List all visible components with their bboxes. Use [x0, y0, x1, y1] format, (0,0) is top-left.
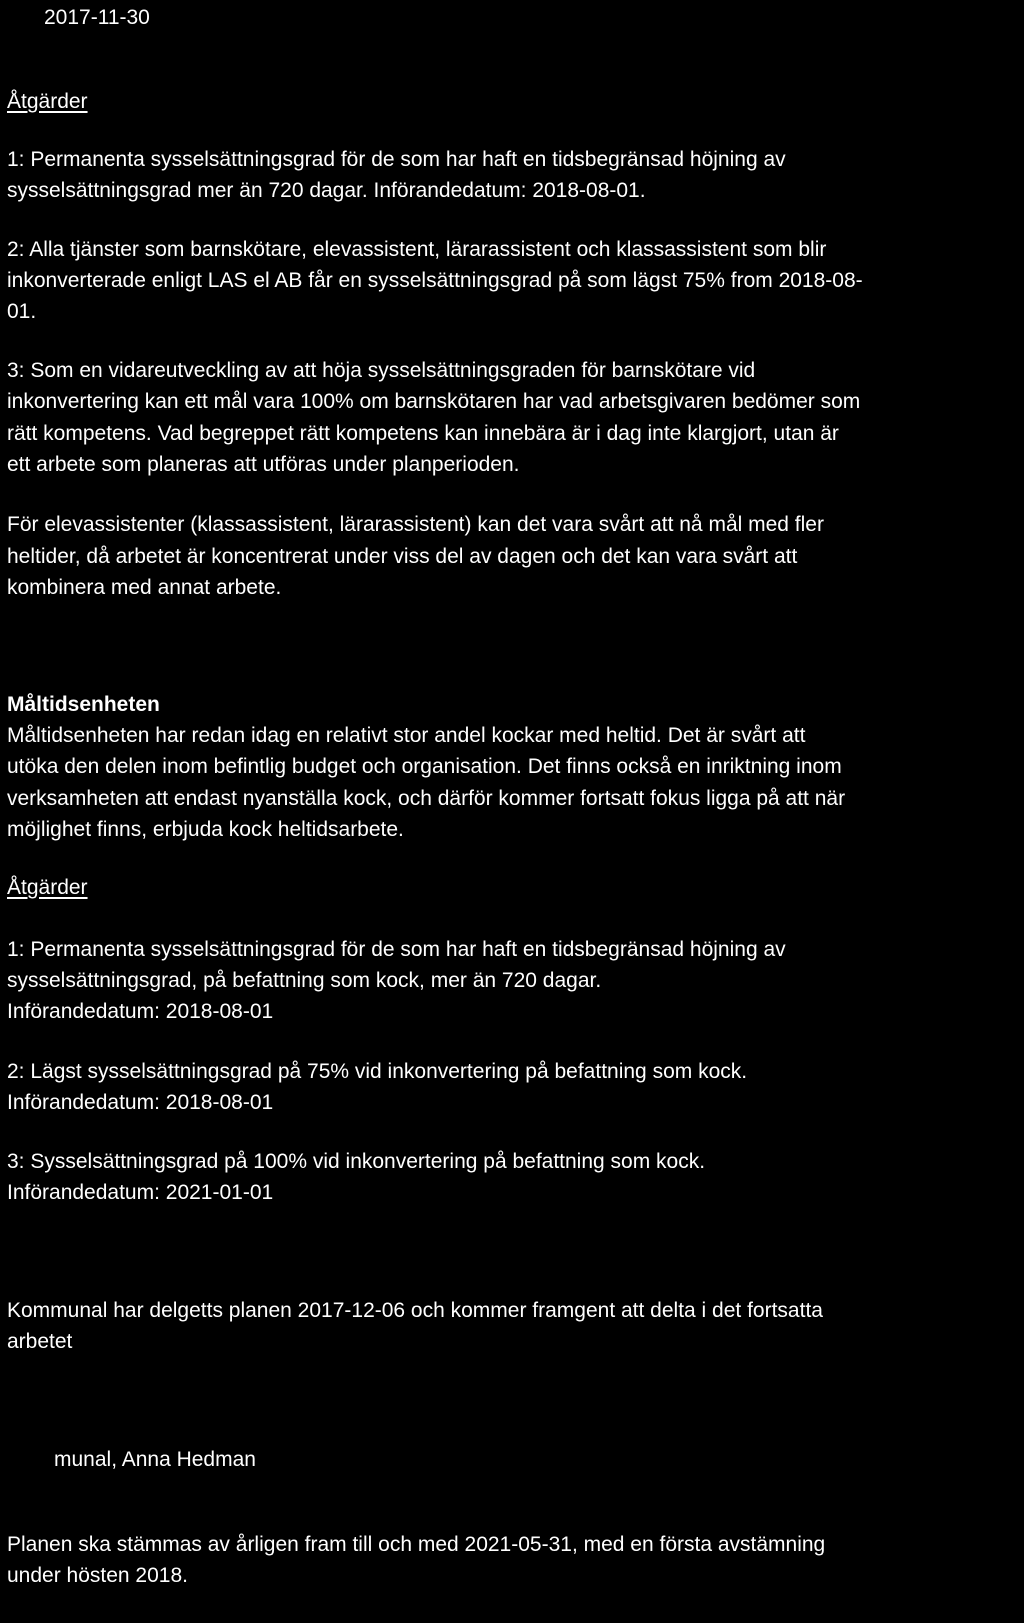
paragraph-line: 3: Som en vidareutveckling av att höja sysselsättningsgraden för barnskötare vid [7, 359, 756, 382]
paragraph-line: arbetet [7, 1330, 73, 1353]
paragraph-line: ett arbete som planeras att utföras under planperioden. [7, 453, 520, 476]
paragraph-line: möjlighet finns, erbjuda kock heltidsarbete. [7, 818, 404, 841]
paragraph-line: heltider, då arbetet är koncentrerat under viss del av dagen och det kan vara svårt att [7, 545, 798, 568]
paragraph-line: Införandedatum: 2021-01-01 [7, 1181, 274, 1204]
signature-line: munal, Anna Hedman [54, 1448, 256, 1471]
paragraph-line: 1: Permanenta sysselsättningsgrad för de som har haft en tidsbegränsad höjning av [7, 148, 786, 171]
paragraph-line: verksamheten att endast nyanställa kock, och därför kommer fortsatt fokus ligga på att när [7, 787, 846, 810]
paragraph-line: rätt kompetens. Vad begreppet rätt kompetens kan innebära är i dag inte klargjort, utan är [7, 422, 839, 445]
paragraph-line: För elevassistenter (klassassistent, lärarassistent) kan det vara svårt att nå mål med fler [7, 513, 824, 536]
paragraph-line: utöka den delen inom befintlig budget och organisation. Det finns också en inriktning inom [7, 755, 842, 778]
paragraph-line: under hösten 2018. [7, 1564, 188, 1587]
paragraph-line: inkonvertering kan ett mål vara 100% om barnskötaren har vad arbetsgivaren bedömer som [7, 390, 861, 413]
paragraph-line: Införandedatum: 2018-08-01 [7, 1091, 274, 1114]
paragraph-line: sysselsättningsgrad, på befattning som kock, mer än 720 dagar. [7, 969, 602, 992]
paragraph-line: sysselsättningsgrad mer än 720 dagar. Införandedatum: 2018-08-01. [7, 179, 646, 202]
document-date: 2017-11-30 [44, 6, 150, 29]
paragraph-line: 2: Lägst sysselsättningsgrad på 75% vid inkonvertering på befattning som kock. [7, 1060, 748, 1083]
paragraph-line: Införandedatum: 2018-08-01 [7, 1000, 274, 1023]
paragraph-line: Kommunal har delgetts planen 2017-12-06 och kommer framgent att delta i det fortsatta [7, 1299, 823, 1322]
paragraph-line: Planen ska stämmas av årligen fram till och med 2021-05-31, med en första avstämning [7, 1533, 826, 1556]
paragraph-line: 1: Permanenta sysselsättningsgrad för de som har haft en tidsbegränsad höjning av [7, 938, 786, 961]
section-heading-atgarder: Åtgärder [7, 90, 88, 113]
paragraph-line: inkonverterade enligt LAS el AB får en sysselsättningsgrad på som lägst 75% from 2018-08- [7, 269, 863, 292]
paragraph-line: 01. [7, 300, 37, 323]
paragraph-line: kombinera med annat arbete. [7, 576, 282, 599]
section-heading-atgarder: Åtgärder [7, 876, 88, 899]
paragraph-line: 3: Sysselsättningsgrad på 100% vid inkonvertering på befattning som kock. [7, 1150, 706, 1173]
paragraph-line: Måltidsenheten har redan idag en relativt stor andel kockar med heltid. Det är svårt att [7, 724, 806, 747]
section-title-maltidsenheten: Måltidsenheten [7, 693, 160, 716]
paragraph-line: 2: Alla tjänster som barnskötare, elevassistent, lärarassistent och klassassistent som blir [7, 238, 827, 261]
